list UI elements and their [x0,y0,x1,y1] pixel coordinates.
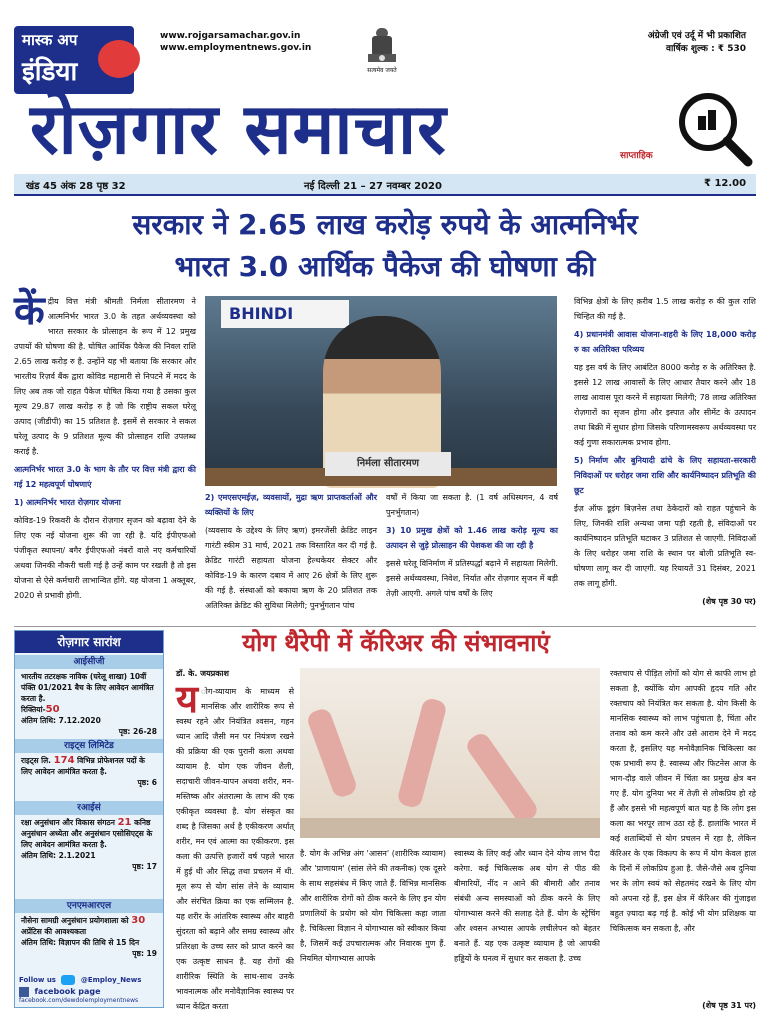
nmrl-date: अंतिम तिथि: विज्ञापन की तिथि से 15 दिन [21,938,140,947]
icg-date: अंतिम तिथि: 7.12.2020 [21,716,101,725]
facebook-label[interactable]: facebook page [34,987,101,996]
yoga-col3 [454,846,600,1010]
article-para2: (व्यवसाय के उद्देश्य के लिए ऋण) इमरजेंसी क्रेडिट लाइन गारंटी स्कीम 31 मार्च, 2021 तक विस्तारित कर दी गई है. क्रेडिट गारंटी सहायता योजना हेल्थकेयर सेक्टर और कोविड-19 के कारण दबाव में आए 26 क्षेत्रों के लिए शुरू की गई है. संस्थाओं को बकाया ऋण के 20 प्रतिशत तक अतिरिक्त क्रेडिट की सुविधा मिलेगी; पुनर्भुगतान पांच [205,526,377,610]
minister-photo [205,296,557,486]
sidebar-head-drdo: रआईसं [15,801,163,815]
volume-info: खंड 45 अंक 28 पृष्ठ 32 [26,181,126,192]
section-divider [14,626,756,627]
article-para1: कोविड-19 रिकवरी के दौरान रोज़गार सृजन को बढ़ावा देने के लिए एक नई योजना शुरू की जा रही है. यदि ईपीएफओ पंजीकृत स्थापना/ बगैर ईपीएफओ नंबरों वाले नए कर्मचारियों अथवा जिनकी नौकरी चली गई है उन्हें काम पर रखती है तो इस योजना से ऐसे कर्मचारी लाभान्वित होंगे. यह योजना 1 अक्तूबर, 2020 से प्रभावी होगी. [14,516,196,600]
headline-line1: सरकार ने 2.65 लाख करोड़ रुपये के आत्मनिर्भर [132,208,638,241]
nmrl-pages: पृष्ठ: 19 [132,949,157,958]
twitter-icon[interactable] [61,975,75,985]
emblem-icon [362,26,402,84]
mask-up-india-logo [14,26,134,94]
follow-label: Follow us [19,976,56,984]
yoga-col4-text: रक्तचाप से पीड़ित लोगों को योग से काफी लाभ हो सकता है, क्योंकि योग आपकी हृदय गति और रक्तचाप को नियंत्रित कर सकता है. योग किसी के मानसिक स्वास्थ्य को लाभ पहुंचाता है, चिंता और तनाव को कम करने और उसे आराम देने में मदद करता है, इसलिए यह मनोवैज्ञानिक चिकित्सा का एक प्रभावी रूप है. स्वास्थ्य और फिटनेस आज के भाग-दौड़ वाले जीवन में चिंता का प्रमुख क्षेत्र बन गए हैं. योग दुनिया भर में तेज़ी से लोकप्रिय हो रहे हैं और इससे भी महत्वपूर्ण बात यह है कि लोग इस कला का भरपूर लाभ उठा रहे हैं. हालांकि भारत में कई शताब्दियों से योग प्रचलन में रहा है, लेकिन कॅरिअर के एक विकल्प के रूप में योग केवल हाल के दिनों में लोकप्रिय हुआ है. जैसे-जैसे अब दुनिया भर के लोग स्वयं को सेहतमंद रखने के लिए योग को अपना रहे हैं, इस क्षेत्र में कॅरिअर की गुंजाइश बहुत ज़्यादा बढ़ गई है. कोई भी योग प्रशिक्षक या चिकित्सक बन सकता है, और [610,669,756,933]
sidebar-head-rites: राइट्स लिमिटेड [15,739,163,753]
article-sub4: 4) प्रधानमंत्री आवास योजना-शहरी के लिए 18,000 करोड़ रु का अतिरिक्त परिव्यय [574,330,756,354]
figure-2 [396,697,448,809]
headline-line2: भारत 3.0 आर्थिक पैकेज की घोषणा की [174,250,596,283]
nmrl-before: नौसेना सामग्री अनुसंधान प्रयोगशाला को [21,916,129,925]
rites-pages: पृष्ठ: 6 [137,778,157,787]
article-para5: ईज़ ऑफ डूइंग बिज़नेस तथा ठेकेदारों को राहत पहुंचाने के लिए, जिनकी राशि अन्यथा जमा पड़ी रहती है, संविदाओं पर कार्यनिष्पादन प्रतिभूति घटाकर 3 प्रतिशत से जाएगी. निविदाओं के लिए धरोहर जमा राशि के स्थान पर बोली प्रतिभूति स्व-घोषणा लागू कर दी जाएगी. यह रियायतें 31 दिसंबर, 2021 तक लागू होंगी. [574,504,756,588]
issue-date: नई दिल्ली 21 – 27 नवम्बर 2020 [304,181,442,192]
twitter-handle[interactable]: @Employ_News [80,976,142,984]
national-emblem [362,26,402,84]
nmrl-count: 30 [131,915,146,926]
floor [300,818,600,838]
figure-1 [305,707,358,800]
issue-info-bar [14,174,756,196]
sidebar-title: रोज़गार सारांश [15,631,163,653]
annual-subscription: वार्षिक शुल्क : ₹ 530 [665,44,746,54]
photo-sign: BHINDI [221,300,349,328]
icg-count-label: रिक्तियां- [21,705,46,714]
yoga-col3-text: स्वास्थ्य के लिए कई और ध्यान देने योग्य लाभ पैदा करेगा. कई चिकित्सक अब योग से पीठ की बीमारियों, नींद न आने की बीमारी और तनाव संबंधी अन्य समस्याओं को ठीक करने के लिए योगाभ्यास करने की सलाह देते हैं. योग के स्ट्रेचिंग और श्वसन अभ्यास आपके लचीलेपन को बेहतर बनाते हैं. यह एक उत्कृष्ट व्यायाम है जो आपकी हड्डियों के घनत्व में सुधार कर सकता है. उच्च [454,849,600,963]
article-col4 [574,294,756,626]
facebook-icon[interactable] [19,987,29,997]
nmrl-text: अप्रेंटिस की आवश्यकता [21,927,87,936]
yoga-photo [300,668,600,838]
url-employmentnews[interactable]: www.employmentnews.gov.in [160,43,312,53]
magnifier-icon [672,86,754,168]
rites-before: राइट्स लि. [21,756,52,765]
drdo-count: 21 [117,817,132,828]
article-col1 [14,288,196,626]
sidebar-head-icg: आईसीजी [15,655,163,669]
yoga-col1-text: ोग-व्यायाम के माध्यम से मानसिक और शारीरिक रूप से स्वस्थ रहने और नियंत्रित श्वसन, गहन ध्यान आदि जैसी मन पर नियंत्रण रखने की प्रक्रिया की एक पुरानी कला अथवा व्यायाम है. योग एक जीवन शैली, सदाचारी जीवन-यापन अथवा शरीर, मन-मस्तिष्क और अंतरात्मा के लाभ की एक एकीकृत व्यवस्था है. योग संस्कृत का शब्द है जिसका अर्थ है एकीकरण अर्थात् शरीर, मन एवं आत्मा का एकीकरण. इस कला की उत्पत्ति हजारों वर्ष पहले भारत में हुई थी और सिद्ध तथा प्रचलन में थी. मूल रूप से योग सांस लेने के व्यायाम और संरचित क्रिया का एक सम्मिलन है. यह शरीर के आंतरिक स्वास्थ्य और बाहरी सुंदरता को बढ़ाने और समग्र स्वास्थ्य और प्रतिरक्षा के उच्च स्तर को प्राप्त करने का एक उत्कृष्ट साधन है. यह रोगों की शारीरिक स्थिति के साथ-साथ उनके भावनात्मक और मनोवैज्ञानिक स्वास्थ्य पर ध्यान केंद्रित करता [176,687,294,1011]
drdo-text: कनिष्ठ अनुसंधान अध्येता और अनुसंधान एसोसिएट्स के लिए आवेदन आमंत्रित करता है. [21,818,153,849]
issue-price: ₹ 12.00 [704,178,747,189]
yoga-col2-text: है. योग के अभिन्न अंग 'आसन' (शारीरिक व्यायाम) और 'प्राणायाम' (सांस लेने की तकनीक) एक दूसरे के साथ सहसंबंध में किए जाते हैं. विभिन्न मानसिक और शारीरिक रोगों को ठीक करने के लिए इन योग प्रणालियों के प्रयोग को योग चिकित्सा कहा जाता है. चिकित्सा विज्ञान ने योगाभ्यास को स्वीकार किया है, जिसमें कई उपचारात्मक और निवारक गुण हैं. नियमित योगाभ्यास आपके [300,849,446,963]
main-headline [14,204,756,288]
facebook-url[interactable]: facebook.com/dewdolemploymentnews [19,997,139,1004]
website-urls [160,30,311,54]
sidebar-item-drdo[interactable] [21,817,157,872]
weekly-label: साप्ताहिक [620,151,653,161]
article-continued[interactable]: (शेष पृष्ठ 30 पर) [702,597,756,606]
facebook-row [19,987,138,1004]
sidebar-item-nmrl[interactable] [21,915,157,959]
logo-line1: मास्क अप [22,31,78,49]
sidebar-item-icg[interactable] [21,671,157,737]
yoga-col1-top [176,666,294,1011]
yoga-col1-bottom [176,850,294,1010]
name-plate: निर्मला सीतारमण [325,452,451,476]
sidebar-item-rites[interactable] [21,755,157,788]
article-sub5: 5) निर्माण और बुनियादी ढांचे के लिए सहायता-सरकारी निविदाओं पर धरोहर जमा राशि और कार्यनिष्पादन प्रतिभूति की छूट [574,456,756,495]
article-sub1: 1) आत्मनिर्भर भारत रोज़गार योजना [14,498,121,507]
yoga-author: डॉ. के. जयप्रकाश [176,669,229,678]
article-col3 [386,490,558,626]
drdo-pages: पृष्ठ: 17 [132,862,157,871]
logo-line2: इंडिया [22,57,78,87]
article-sub-intro: आत्मनिर्भर भारत 3.0 के भाग के तौर पर वित्त मंत्री द्वारा की गई 12 महत्वपूर्ण घोषणाएं [14,465,196,489]
rojgar-saransh-sidebar [14,630,164,1008]
article-intro: द्रीय वित्त मंत्री श्रीमती निर्मला सीतारमण ने आत्मनिर्भर भारत 3.0 के तहत अर्थव्यवस्था को भारत सरकार के प्रोत्साहन के रूप में 12 प्रमुख उपायों की घोषणा की है. घोषित आर्थिक पैकेज की निवल राशि 2.65 लाख करोड़ रु है. उन्होंने यह भी बताया कि सरकार और भारतीय रिज़र्व बैंक द्वारा कोविड महामारी से निपटने में मदद के लिए अब तक जो राहत पैकेज घोषित किया गया है उसका कुल मूल्य 29.87 लाख करोड़ रु है जो कि राष्ट्रीय सकल घरेलू उत्पाद (जीडीपी) का 15 प्रतिशत है. इसमें से सरकार ने सकल घरेलू उत्पाद के 9 प्रतिशत मूल्य की प्रोत्साहन राशि उपलब्ध कराई है. [14,297,196,456]
article-para3: इससे घरेलू विनिर्माण में प्रतिस्पर्द्धा बढ़ाने में सहायता मिलेगी. इससे अर्थव्यवस्था, निवेश, निर्यात और रोज़गार सृजन में बड़ी तेज़ी आएगी. अगले पांच वर्षों के लिए [386,559,558,598]
yoga-headline: योग थैरेपी में कॅरिअर की संभावनाएं [242,629,550,657]
icg-count: 50 [45,704,60,715]
mask-icon [98,40,140,78]
article-para4: यह इस वर्ष के लिए आबंटित 8000 करोड़ रु के अतिरिक्त है. इससे 12 लाख आवासों के लिए आधार तैयार करने और 18 लाख आवास पूरा करने में सहायता मिलेगी; 78 लाख अतिरिक्त रोज़गारों का सृजन होगा और इस्पात और सीमेंट के उत्पादन तथा बिक्री में सुधार होगा जिसके परिणामस्वरूप अर्थव्यवस्था पर कई गुणा सकारात्मक प्रभाव होगा. [574,363,756,447]
yoga-col2 [300,846,446,1010]
publication-info [600,30,746,56]
article-sub2: 2) एमएसएमईज़, व्यवसायों, मुद्रा ऋण प्राप्तकर्ताओं और व्यक्तियों के लिए [205,493,377,517]
drdo-before: रक्षा अनुसंधान और विकास संगठन [21,818,115,827]
rites-count: 174 [53,755,75,766]
icg-pages: पृष्ठ: 26-28 [118,727,157,736]
article-para4a: विभिन्न क्षेत्रों के लिए क़रीब 1.5 लाख करोड़ रु की कुल राशि चिन्हित की गई है. [574,297,756,321]
rites-text: विभिन्न प्रोफेशनल पदों के लिए आवेदन आमंत्रित करता है. [21,756,145,776]
icg-text: भारतीय तटरक्षक नाविक (घरेलू शाखा) 10वीं पंक्ति 01/2021 बैच के लिए आवेदन आमंत्रित करता है. [21,672,154,703]
article-col2 [205,490,377,626]
figure-3 [463,730,540,826]
follow-row [19,975,141,985]
masthead-title: रोज़गार समाचार [30,87,447,170]
url-rojgar[interactable]: www.rojgarsamachar.gov.in [160,31,301,41]
article-dropcap: कें [14,288,45,334]
edition-note: अंग्रेजी एवं उर्दू में भी प्रकाशित [647,31,746,41]
yoga-col4 [610,666,756,996]
emblem-caption: सत्यमेव जयते [367,67,397,74]
yoga-dropcap: य [176,677,199,721]
sidebar-head-nmrl: एनएमआरएल [15,899,163,913]
article-para3a: वर्षों में किया जा सकता है. (1 वर्ष अधिस्थगन, 4 वर्ष पुनर्भुगतान) [386,493,558,517]
drdo-date: अंतिम तिथि: 2.1.2021 [21,851,96,860]
yoga-continued[interactable]: (शेष पृष्ठ 31 पर) [702,1001,756,1010]
article-sub3: 3) 10 प्रमुख क्षेत्रों को 1.46 लाख करोड़ मूल्य का उत्पादन से जुड़े प्रोत्साहन की पेशकश की जा रही है [386,526,558,550]
